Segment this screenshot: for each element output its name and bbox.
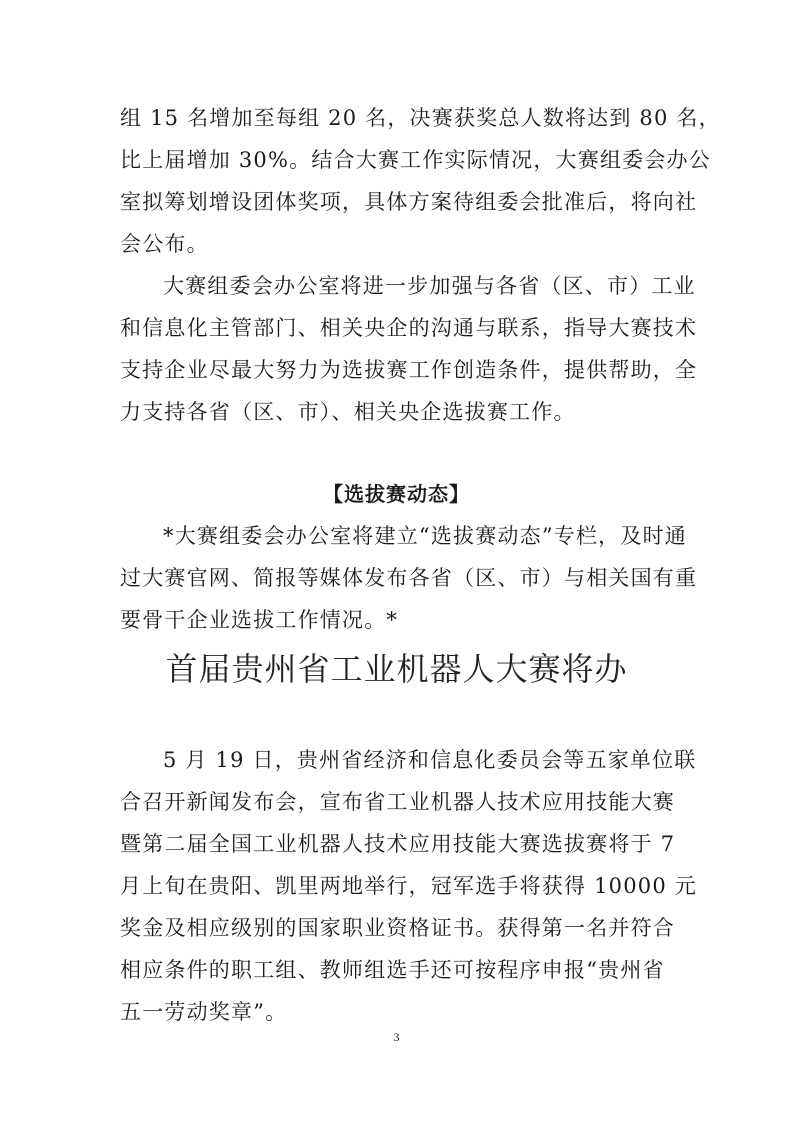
paragraph1-line: 组 15 名增加至每组 20 名，决赛获奖总人数将达到 80 名， — [120, 106, 721, 130]
paragraph3-line: *大赛组委会办公室将建立“选拔赛动态”专栏，及时通 — [163, 524, 687, 548]
paragraph4-line: 合召开新闻发布会，宣布省工业机器人技术应用技能大赛 — [120, 790, 675, 814]
paragraph4-line: 暨第二届全国工业机器人技术应用技能大赛选拔赛将于 7 — [120, 832, 676, 856]
paragraph4-line: 五一劳动奖章”。 — [120, 1000, 288, 1024]
paragraph1-line: 室拟筹划增设团体奖项，具体方案待组委会批准后，将向社 — [120, 190, 698, 214]
paragraph4-line: 月上旬在贵阳、凯里两地举行，冠军选手将获得 10000 元 — [120, 874, 697, 898]
section-heading: 【选拔赛动态】 — [323, 482, 470, 506]
page-number: 3 — [393, 1030, 400, 1044]
paragraph4-line: 5 月 19 日，贵州省经济和信息化委员会等五家单位联 — [163, 748, 697, 772]
paragraph2-line: 支持企业尽最大努力为选拔赛工作创造条件，提供帮助，全 — [120, 358, 698, 382]
paragraph2-line: 和信息化主管部门、相关央企的沟通与联系，指导大赛技术 — [120, 316, 698, 340]
paragraph2-line: 大赛组委会办公室将进一步加强与各省（区、市）工业 — [163, 274, 696, 298]
paragraph1-line: 会公布。 — [120, 232, 209, 256]
paragraph4-line: 相应条件的职工组、教师组选手还可按程序申报“贵州省 — [120, 958, 665, 982]
paragraph3-line: 过大赛官网、简报等媒体发布各省（区、市）与相关国有重 — [120, 566, 698, 590]
paragraph4-line: 奖金及相应级别的国家职业资格证书。获得第一名并符合 — [120, 916, 675, 940]
paragraph3-line: 要骨干企业选拔工作情况。* — [120, 608, 399, 632]
paragraph1-line: 比上届增加 30%。结合大赛工作实际情况，大赛组委会办公 — [120, 148, 711, 172]
article-title: 首届贵州省工业机器人大赛将办 — [165, 650, 628, 688]
paragraph2-line: 力支持各省（区、市）、相关央企选拔赛工作。 — [120, 400, 576, 424]
